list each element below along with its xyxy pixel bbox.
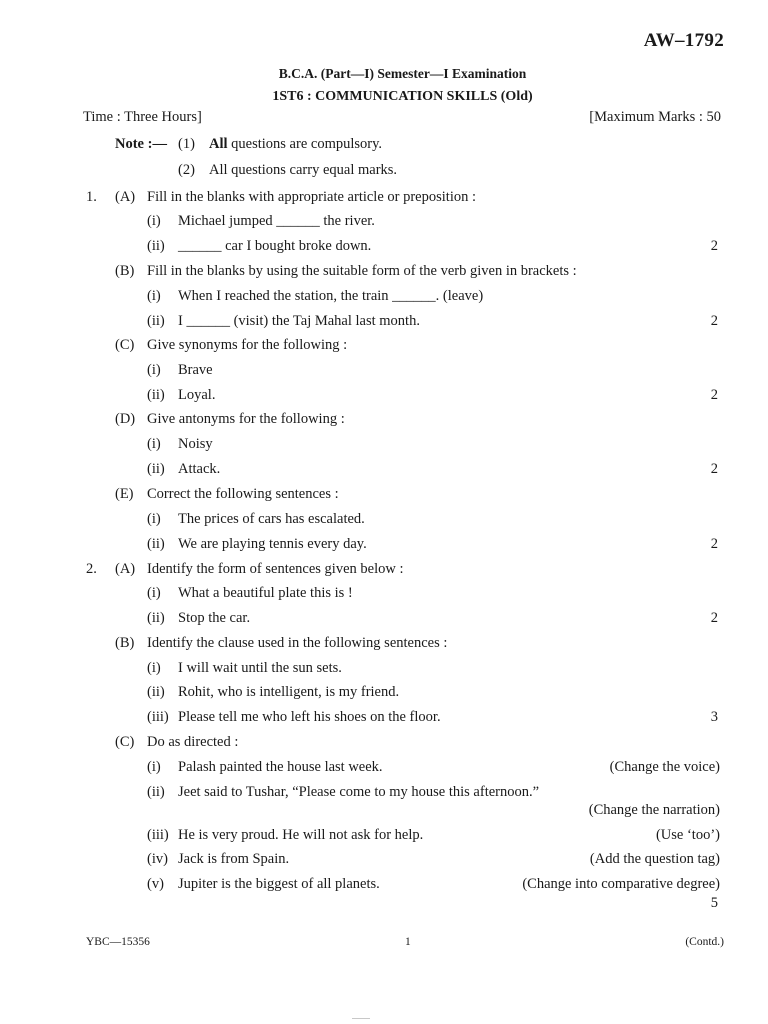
q1c-i-number: (i) xyxy=(147,362,161,378)
q2c-marks: 5 xyxy=(710,895,718,911)
question-1-number: 1. xyxy=(86,189,97,205)
paper-code: AW–1792 xyxy=(643,30,724,51)
q2c-v-number: (v) xyxy=(147,876,164,892)
q2b-label: (B) xyxy=(115,635,135,651)
q2c-ii-number: (ii) xyxy=(147,784,165,800)
note-1-bold: All xyxy=(209,136,228,152)
q1c-i-text: Brave xyxy=(178,362,213,378)
q1a-ii-text: ______ car I bought broke down. xyxy=(178,238,372,254)
q2b-marks: 3 xyxy=(710,709,718,725)
q2c-text: Do as directed : xyxy=(147,734,239,750)
q1d-text: Give antonyms for the following : xyxy=(147,411,345,427)
page-number: 1 xyxy=(405,936,411,948)
exam-title: B.C.A. (Part—I) Semester—I Examination xyxy=(278,66,527,81)
q2a-ii-number: (ii) xyxy=(147,610,165,626)
q2c-i-number: (i) xyxy=(147,759,161,775)
q1b-ii-number: (ii) xyxy=(147,313,165,329)
q1d-ii-text: Attack. xyxy=(178,461,221,477)
maximum-marks: [Maximum Marks : 50 xyxy=(589,109,721,125)
q2c-i-direction: (Change the voice) xyxy=(609,759,720,775)
time-allowed: Time : Three Hours] xyxy=(83,109,202,125)
q2a-marks: 2 xyxy=(710,610,718,626)
q1b-text: Fill in the blanks by using the suitable form of the verb given in brackets : xyxy=(147,263,577,279)
q1e-i-number: (i) xyxy=(147,511,161,527)
q2c-iii-direction: (Use ‘too’) xyxy=(655,827,720,843)
q2c-iv-number: (iv) xyxy=(147,851,168,867)
q2c-ii-text: Jeet said to Tushar, “Please come to my house this afternoon.” xyxy=(178,784,540,800)
q1a-i-number: (i) xyxy=(147,213,161,229)
q2b-iii-number: (iii) xyxy=(147,709,169,725)
q1d-marks: 2 xyxy=(710,461,718,477)
q1b-ii-text: I ______ (visit) the Taj Mahal last month. xyxy=(178,313,420,329)
q2c-iii-text: He is very proud. He will not ask for help. xyxy=(178,827,424,843)
q2a-label: (A) xyxy=(115,561,136,577)
subject-title: 1ST6 : COMMUNICATION SKILLS (Old) xyxy=(272,89,533,104)
q2c-ii-direction: (Change the narration) xyxy=(588,802,720,818)
continued-note: (Contd.) xyxy=(685,936,724,948)
q2c-iii-number: (iii) xyxy=(147,827,169,843)
q1c-ii-number: (ii) xyxy=(147,387,165,403)
note-2-text: All questions carry equal marks. xyxy=(209,162,398,178)
q1d-i-number: (i) xyxy=(147,436,161,452)
q2b-text: Identify the clause used in the following sentences : xyxy=(147,635,448,651)
note-2-number: (2) xyxy=(178,162,195,178)
q1c-label: (C) xyxy=(115,337,135,353)
q2a-i-number: (i) xyxy=(147,585,161,601)
q1a-i-text: Michael jumped ______ the river. xyxy=(178,213,375,229)
note-label: Note :— xyxy=(115,136,167,152)
q1a-marks: 2 xyxy=(710,238,718,254)
q1a-ii-number: (ii) xyxy=(147,238,165,254)
q2c-i-text: Palash painted the house last week. xyxy=(178,759,383,775)
q2b-i-text: I will wait until the sun sets. xyxy=(178,660,342,676)
q1d-i-text: Noisy xyxy=(178,436,213,452)
q2a-i-text: What a beautiful plate this is ! xyxy=(178,585,353,601)
q1c-text: Give synonyms for the following : xyxy=(147,337,348,353)
q1e-ii-number: (ii) xyxy=(147,536,165,552)
note-1-rest: questions are compulsory. xyxy=(227,136,383,152)
q2c-label: (C) xyxy=(115,734,135,750)
q2c-v-direction: (Change into comparative degree) xyxy=(522,876,720,892)
q1b-label: (B) xyxy=(115,263,135,279)
scan-speck xyxy=(352,1018,370,1019)
q1e-marks: 2 xyxy=(710,536,718,552)
q2a-ii-text: Stop the car. xyxy=(178,610,251,626)
q2c-v-text: Jupiter is the biggest of all planets. xyxy=(178,876,380,892)
note-1-number: (1) xyxy=(178,136,195,152)
q1d-label: (D) xyxy=(115,411,136,427)
note-1-text xyxy=(209,136,382,153)
q1b-i-text: When I reached the station, the train ______. (leave) xyxy=(178,288,484,304)
q1a-label: (A) xyxy=(115,189,136,205)
q1e-i-text: The prices of cars has escalated. xyxy=(178,511,365,527)
q2b-iii-text: Please tell me who left his shoes on the floor. xyxy=(178,709,441,725)
q2c-iv-direction: (Add the question tag) xyxy=(589,851,720,867)
q1d-ii-number: (ii) xyxy=(147,461,165,477)
q2c-iv-text: Jack is from Spain. xyxy=(178,851,290,867)
q1e-ii-text: We are playing tennis every day. xyxy=(178,536,367,552)
q2b-i-number: (i) xyxy=(147,660,161,676)
question-2-number: 2. xyxy=(86,561,97,577)
q2b-ii-text: Rohit, who is intelligent, is my friend. xyxy=(178,684,400,700)
q1c-marks: 2 xyxy=(710,387,718,403)
q2b-ii-number: (ii) xyxy=(147,684,165,700)
q2a-text: Identify the form of sentences given below : xyxy=(147,561,404,577)
q1c-ii-text: Loyal. xyxy=(178,387,216,403)
q1e-text: Correct the following sentences : xyxy=(147,486,339,502)
q1e-label: (E) xyxy=(115,486,134,502)
q1b-i-number: (i) xyxy=(147,288,161,304)
footer-code: YBC—15356 xyxy=(86,936,150,948)
q1a-text: Fill in the blanks with appropriate article or preposition : xyxy=(147,189,476,205)
q1b-marks: 2 xyxy=(710,313,718,329)
